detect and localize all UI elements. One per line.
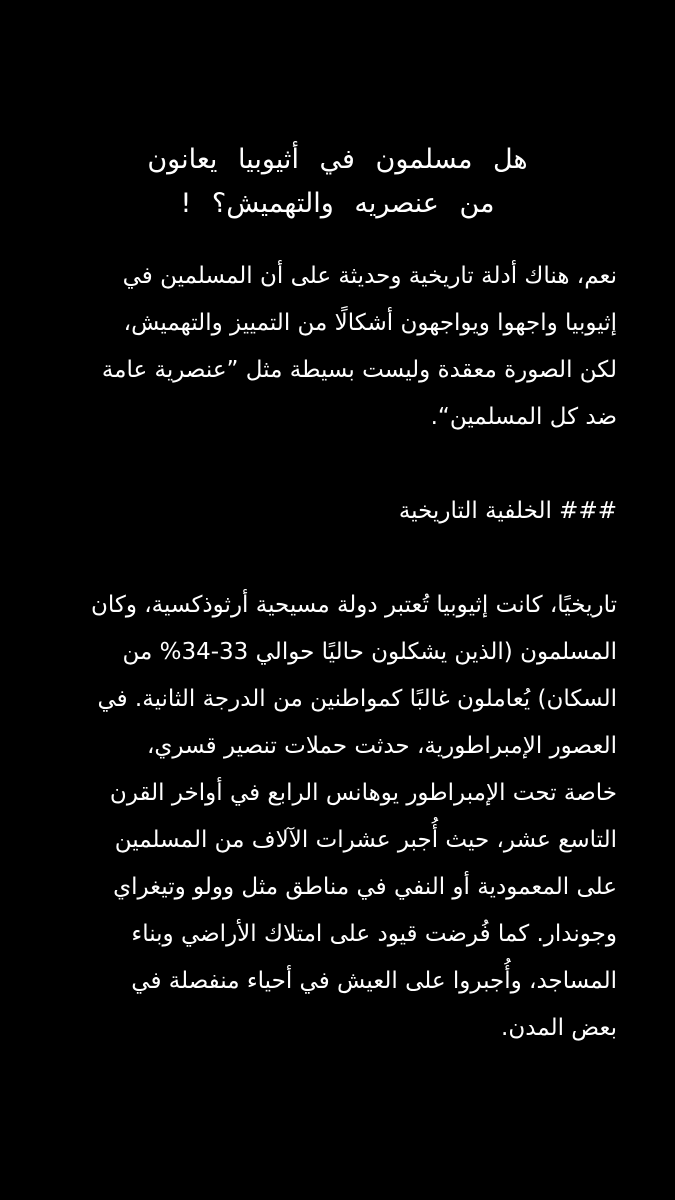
- history-line: العصور الإمبراطورية، حدثت حملات تنصير قسري،: [147, 733, 617, 759]
- history-line: المساجد، وأُجبروا على العيش في أحياء منفصلة في: [131, 968, 617, 994]
- history-line: وجوندار. كما فُرضت قيود على امتلاك الأراضي وبناء: [131, 921, 617, 947]
- title-line-1: هل مسلمون في أثيوبيا يعانون: [147, 144, 528, 175]
- page-title: [40, 138, 635, 226]
- history-line: بعض المدن.: [501, 1015, 617, 1041]
- intro-line: لكن الصورة معقدة وليست بسيطة مثل ”عنصرية عامة: [101, 357, 617, 383]
- intro-line: ضد كل المسلمين“.: [430, 404, 617, 430]
- intro-line: إثيوبيا واجهوا ويواجهون أشكالًا من التمييز والتهميش،: [123, 310, 617, 336]
- history-line: تاريخيًا، كانت إثيوبيا تُعتبر دولة مسيحية أرثوذكسية، وكان: [90, 592, 617, 618]
- history-paragraph: [62, 582, 617, 1052]
- section-heading: ### الخلفية التاريخية: [398, 498, 617, 524]
- history-line: السكان) يُعاملون غالبًا كمواطنين من الدرجة الثانية. في: [97, 686, 617, 712]
- history-line: على المعمودية أو النفي في مناطق مثل وولو وتيغراي: [113, 874, 617, 900]
- title-line-2: من عنصريه والتهميش؟ !: [180, 188, 495, 219]
- history-line: المسلمون (الذين يشكلون حاليًا حوالي 33-34% من: [122, 639, 617, 665]
- article-body: [62, 253, 617, 1075]
- history-line: التاسع عشر، حيث أُجبر عشرات الآلاف من المسلمين: [114, 827, 617, 853]
- intro-paragraph: [62, 253, 617, 441]
- history-line: خاصة تحت الإمبراطور يوهانس الرابع في أواخر القرن: [109, 780, 617, 806]
- intro-line: نعم، هناك أدلة تاريخية وحديثة على أن المسلمين في: [122, 263, 617, 289]
